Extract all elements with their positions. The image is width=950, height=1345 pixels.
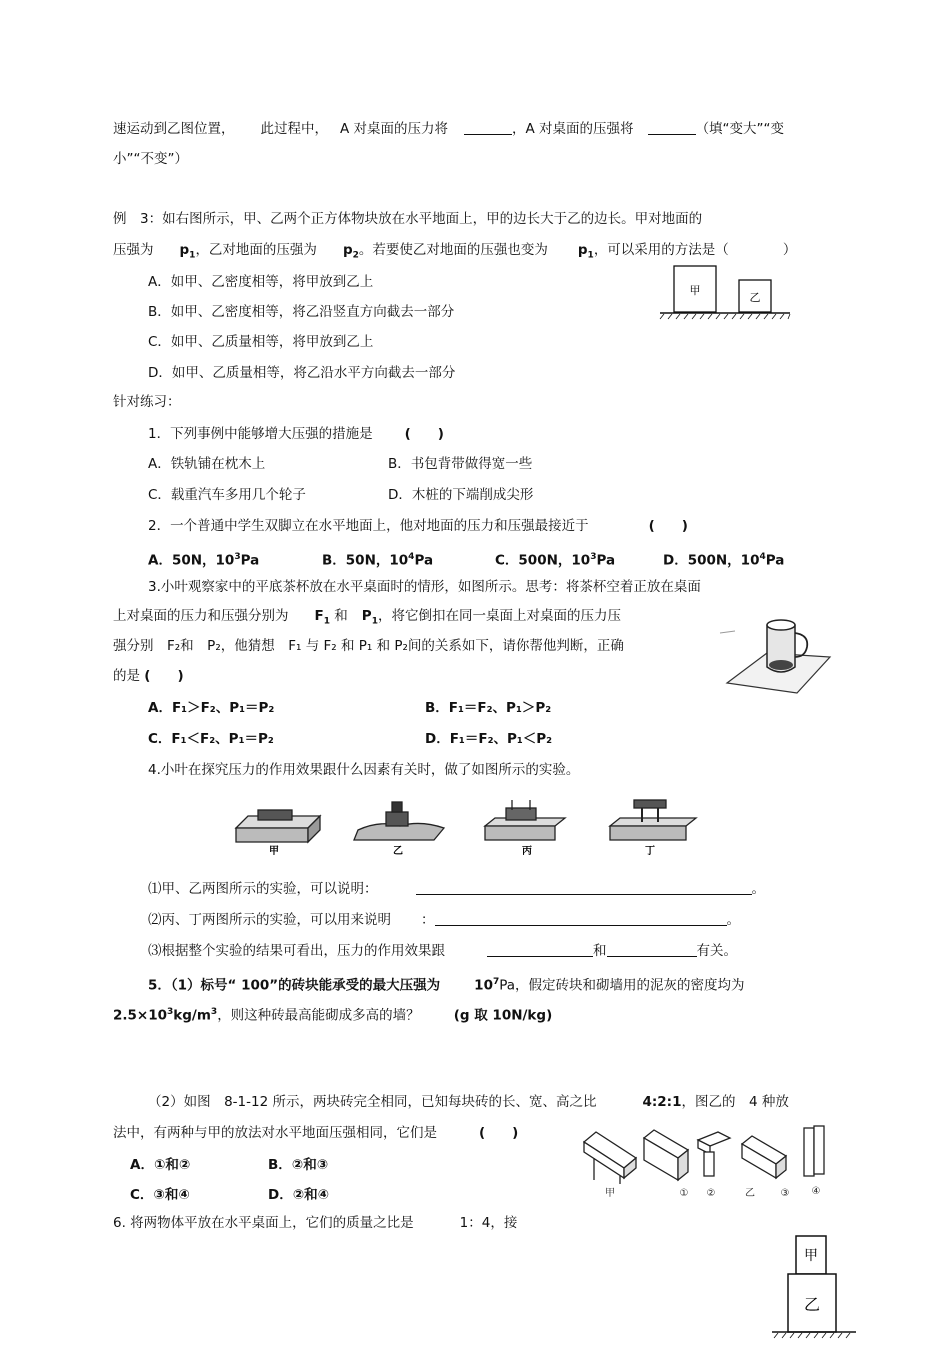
q1-stem: 1．下列事例中能够增大压强的措施是 ( ): [148, 426, 444, 442]
answer-blank[interactable]: [464, 120, 512, 135]
ex3-option-c: C．如甲、乙质量相等，将甲放到乙上: [148, 334, 374, 350]
answer-blank[interactable]: [487, 942, 593, 957]
q4-sub-3: ⑶根据整个实验的结果可看出，压力的作用效果跟 和 有关。: [148, 943, 737, 959]
q3-line-3: 强分别 F₂和 P₂，他猜想 F₁ 与 F₂ 和 P₁ 和 P₂间的关系如下，请你帮他判断，正确: [113, 638, 624, 654]
block-jia-label: 甲: [689, 284, 701, 297]
q3-line-4: 的是 ( ): [113, 668, 184, 684]
q1-option-c: C．载重汽车多用几个轮子: [148, 487, 306, 503]
cup-base-shadow: [769, 660, 793, 670]
brick-4: [804, 1128, 814, 1176]
cup-rim: [767, 620, 795, 630]
exp-label-bing: 丙: [522, 846, 532, 857]
ex3-line-2: 压强为 $p_1$，乙对地面的压强为 $p_2$。若要使乙对地面的压强也变为 $p_1$，可以采用的方法是（ ）: [113, 242, 797, 261]
ex3-option-a: A．如甲、乙密度相等，将甲放到乙上: [148, 274, 374, 290]
brick-label-yi: 乙: [745, 1188, 755, 1199]
exp-label-yi: 乙: [393, 846, 403, 857]
answer-blank[interactable]: [435, 911, 727, 926]
top-line-2: 小”“不变”）: [113, 151, 188, 167]
q1-option-d: D．木桩的下端削成尖形: [388, 487, 534, 503]
q3-option-a: A．F₁＞F₂、P₁＝P₂: [148, 700, 275, 716]
exp-label-jia: 甲: [269, 846, 279, 857]
q2-option-d: D．500N，$10^4Pa$: [663, 552, 785, 569]
q1-option-a: A．铁轨铺在枕木上: [148, 456, 266, 472]
block-jia-label: 甲: [804, 1248, 818, 1264]
q1-option-b: B．书包背带做得宽一些: [388, 456, 533, 472]
q2-option-b: B．50N，$10^4Pa$: [322, 552, 434, 569]
pressure-experiment-figure: [230, 792, 710, 860]
q5-option-d: D．②和④: [268, 1187, 330, 1203]
answer-blank[interactable]: [416, 880, 752, 895]
ex3-blocks-figure: [658, 262, 793, 322]
brick-label-jia: 甲: [605, 1188, 615, 1199]
ex3-line-1: 例 3：如右图所示，甲、乙两个正方体物块放在水平地面上，甲的边长大于乙的边长。甲对地面的: [113, 211, 703, 227]
q5-line-2: $2.5\times 10^3kg/m^3$，则这种砖最高能砌成多高的墙？ (g 取 10N/kg): [113, 1007, 553, 1024]
stacked-blocks-figure: [770, 1232, 860, 1342]
answer-blank[interactable]: [648, 120, 696, 135]
q3-option-b: B．F₁＝F₂、P₁＞P₂: [425, 700, 552, 716]
exp-label-ding: 丁: [645, 846, 655, 857]
q5-option-b: B．②和③: [268, 1157, 329, 1173]
brick-label-2: ②: [706, 1188, 716, 1199]
q5-option-a: A．①和②: [130, 1157, 191, 1173]
brick-label-3: ③: [780, 1188, 790, 1199]
q3-option-c: C．F₁＜F₂、P₁＝P₂: [148, 731, 274, 747]
q4-sub-1: ⑴甲、乙两图所示的实验，可以说明： 。: [148, 881, 765, 897]
q3-line-1: 3.小叶观察家中的平底茶杯放在水平桌面时的情形，如图所示。思考：将茶杯空着正放在桌面: [148, 579, 701, 595]
q6-line-1: 6. 将两物体平放在水平桌面上，它们的质量之比是 1：4，接: [113, 1215, 518, 1231]
q3-line-2: 上对桌面的压力和压强分别为 $F_1$ 和 $P_1$，将它倒扣在同一桌面上对桌面的压力压: [113, 608, 621, 627]
cup-on-table-figure: [715, 605, 840, 700]
cup-handle: [795, 633, 807, 657]
answer-blank[interactable]: [607, 942, 697, 957]
practice-title: 针对练习：: [113, 394, 181, 410]
q2-stem: 2．一个普通中学生双脚立在水平地面上，他对地面的压力和压强最接近于 ( ): [148, 518, 688, 534]
brick-placement-figure: [580, 1120, 842, 1202]
q5-part2-line-1: （2）如图 8-1-12 所示，两块砖完全相同，已知每块砖的长、宽、高之比 4:2:1，图乙的 4 种放: [148, 1094, 789, 1110]
block-yi-label: 乙: [803, 1295, 821, 1314]
block-yi-label: 乙: [749, 291, 761, 304]
q5-option-c: C．③和④: [130, 1187, 190, 1203]
ex3-option-d: D．如甲、乙质量相等，将乙沿水平方向截去一部分: [148, 365, 456, 381]
q5-part2-line-2: 法中，有两种与甲的放法对水平地面压强相同，它们是 ( ): [113, 1125, 519, 1141]
q4-sub-2: ⑵丙、丁两图所示的实验，可以用来说明 ： 。: [148, 912, 740, 928]
brick-label-4: ④: [811, 1186, 821, 1197]
q3-option-d: D．F₁＝F₂、P₁＜P₂: [425, 731, 553, 747]
q5-line-1: 5．（1）标号“ 100”的砖块能承受的最大压强为 $10^7Pa$，假定砖块和砌墙用的泥灰的密度均为: [148, 977, 745, 994]
sponge-ding-top: [610, 818, 696, 826]
top-line-1: 速运动到乙图位置， 此过程中， A 对桌面的压力将 ，A 对桌面的压强将 （填“变大”“变: [113, 121, 785, 137]
q2-option-a: A．50N，$10^3Pa$: [148, 552, 260, 569]
q2-option-c: C．500N，$10^3Pa$: [495, 552, 616, 569]
q4-stem: 4.小叶在探究压力的作用效果跟什么因素有关时，做了如图所示的实验。: [148, 762, 580, 778]
brick-label-1: ①: [679, 1188, 689, 1199]
ex3-option-b: B．如甲、乙密度相等，将乙沿竖直方向截去一部分: [148, 304, 455, 320]
